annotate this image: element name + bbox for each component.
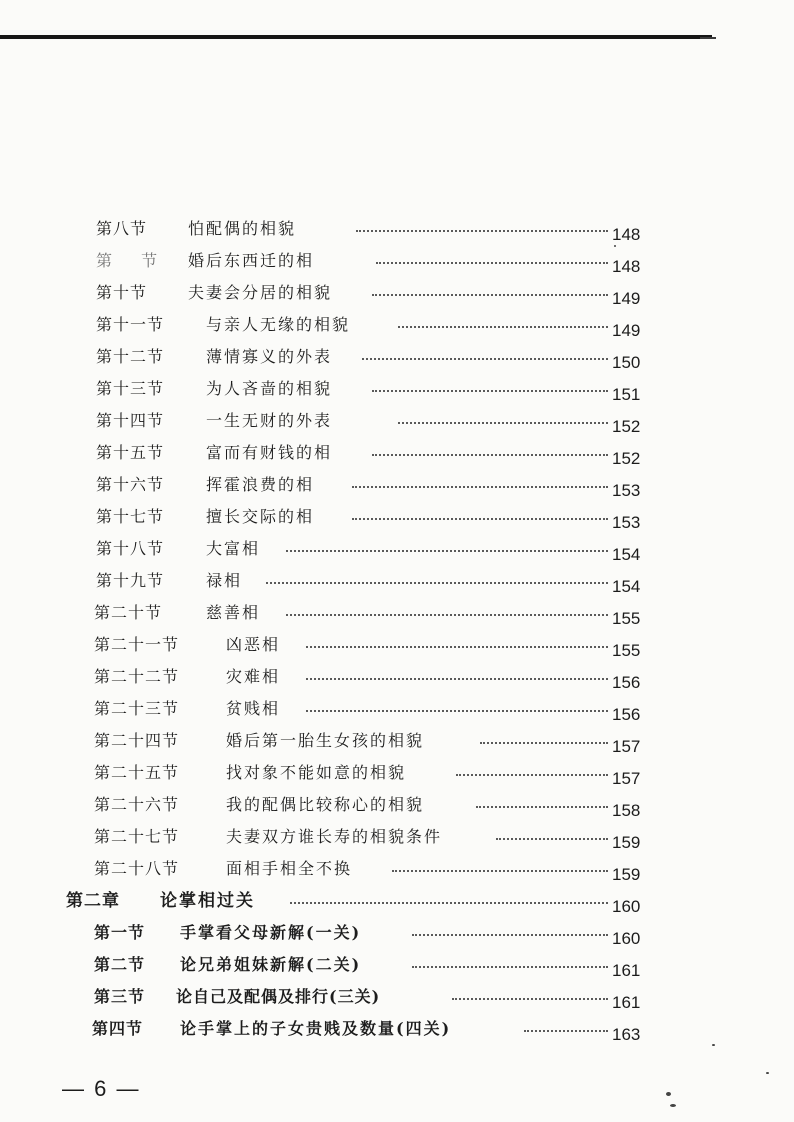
toc-section-label: 第四节 [92,1019,144,1038]
toc-page-number: 156 [612,673,641,692]
toc-section-label: 第二节 [94,955,146,974]
toc-entry [0,282,794,308]
toc-page-number: 157 [612,769,641,788]
toc-dot-leader [306,646,608,648]
toc-page-number: 152 [612,449,641,468]
toc-section-title: 慈善相 [206,603,261,622]
toc-page-number: 148 [612,225,641,244]
toc-dot-leader [456,774,608,776]
toc-dot-leader [524,1030,608,1032]
toc-section-title: 为人吝啬的相貌 [206,379,333,398]
toc-section-title: 找对象不能如意的相貌 [226,763,407,782]
toc-section-title: 薄情寡义的外表 [206,347,333,366]
toc-page-number: 153 [612,513,641,532]
toc-entry [0,474,794,500]
toc-dot-leader [392,870,608,872]
toc-page-number: 158 [612,801,641,820]
toc-entry [0,218,794,244]
toc-page-number: 150 [612,353,641,372]
toc-page-number: 159 [612,865,641,884]
toc-section-title: 挥霍浪费的相 [206,475,315,494]
toc-section-label: 第二十二节 [94,667,180,686]
toc-entry [0,634,794,660]
toc-page-number: 149 [612,289,641,308]
toc-entry [0,410,794,436]
toc-section-label: 第三节 [94,987,146,1006]
toc-section-label: 第十一节 [96,315,165,334]
toc-section-title: 我的配偶比较称心的相貌 [226,795,425,814]
toc-page-number: 160 [612,929,641,948]
toc-section-title: 面相手相全不换 [226,859,353,878]
toc-page-number: 155 [612,609,641,628]
toc-section-title: 怕配偶的相貌 [188,219,297,238]
toc-section-label: 第十五节 [96,443,165,462]
toc-dot-leader [398,422,608,424]
toc-dot-leader [306,678,608,680]
toc-dot-leader [398,326,608,328]
toc-section-title: 灾难相 [226,667,281,686]
toc-entry [0,314,794,340]
toc-section-title: 富而有财钱的相 [206,443,333,462]
toc-page-number: 154 [612,577,641,596]
toc-section-title: 贫贱相 [226,699,281,718]
toc-entry [0,1018,794,1044]
toc-section-label: 第二十八节 [94,859,180,878]
toc-dot-leader [352,486,608,488]
toc-section-title: 论兄弟姐妹新解(二关) [180,955,362,974]
toc-entry [0,954,794,980]
toc-section-label: 第二十六节 [94,795,180,814]
toc-section-title: 凶恶相 [226,635,281,654]
toc-dot-leader [480,742,608,744]
toc-section-label: 第十六节 [96,475,165,494]
toc-entry [0,538,794,564]
toc-page-number: 149 [612,321,641,340]
toc-dot-leader [362,358,608,360]
toc-section-label: 第二十四节 [94,731,180,750]
toc-dot-leader [286,614,608,616]
toc-entry [0,506,794,532]
toc-page-number: 163 [612,1025,641,1044]
toc-entry [0,762,794,788]
toc-page-number: 157 [612,737,641,756]
toc-page-number: 148 [612,257,641,276]
scan-speck [712,1044,715,1046]
toc-dot-leader [372,454,608,456]
toc-dot-leader [372,390,608,392]
toc-page-number: 161 [612,961,641,980]
toc-entry [0,730,794,756]
toc-section-label: 第二十三节 [94,699,180,718]
toc-entry [0,250,794,276]
scan-speck [614,245,616,247]
toc-section-label: 第二十七节 [94,827,180,846]
toc-entry [0,794,794,820]
toc-page-number: 160 [612,897,641,916]
toc-entry [0,570,794,596]
scan-speck [670,1104,676,1107]
toc-section-label: 第十七节 [96,507,165,526]
toc-dot-leader [306,710,608,712]
toc-page-number: 161 [612,993,641,1012]
toc-section-title: 手掌看父母新解(一关) [180,923,362,942]
toc-section-title: 一生无财的外表 [206,411,333,430]
toc-entry [0,666,794,692]
toc-section-label: 第一节 [94,923,146,942]
toc-dot-leader [412,934,608,936]
toc-section-label: 第二十一节 [94,635,180,654]
toc-page-number: 155 [612,641,641,660]
toc-dot-leader [376,262,608,264]
toc-dot-leader [476,806,608,808]
toc-page-number: 156 [612,705,641,724]
toc-dot-leader [356,230,608,232]
toc-section-label: 第十三节 [96,379,165,398]
toc-page-number: 159 [612,833,641,852]
page-number: — 6 — [62,1076,141,1101]
toc-dot-leader [290,902,608,904]
scan-speck [766,1072,769,1074]
toc-entry [0,826,794,852]
toc-section-label: 第二十五节 [94,763,180,782]
toc-section-label: 第十四节 [96,411,165,430]
toc-section-label: 第十九节 [96,571,165,590]
toc-section-title: 与亲人无缘的相貌 [206,315,351,334]
toc-dot-leader [286,550,608,552]
toc-chapter-title: 论掌相过关 [160,891,255,910]
toc-section-title: 夫妻会分居的相貌 [188,283,333,302]
toc-page-number: 151 [612,385,641,404]
toc-dot-leader [372,294,608,296]
toc-page-number: 154 [612,545,641,564]
toc-page-number: 152 [612,417,641,436]
toc-dot-leader [412,966,608,968]
toc-section-label: 第 节 [96,251,170,270]
toc-entry [0,442,794,468]
toc-section-label: 第十八节 [96,539,165,558]
toc-section-title: 论手掌上的子女贵贱及数量(四关) [180,1019,452,1038]
toc-entry [0,858,794,884]
toc-entry [0,378,794,404]
toc-section-label: 第二十节 [94,603,163,622]
toc-section-label: 第十二节 [96,347,165,366]
toc-section-title: 婚后东西迁的相 [188,251,315,270]
toc-section-title: 禄相 [206,571,243,590]
toc-entry [0,346,794,372]
toc-chapter-entry [0,890,794,916]
toc-chapter-label: 第二章 [66,891,120,910]
toc-section-title: 夫妻双方谁长寿的相貌条件 [226,827,443,846]
toc-section-title: 擅长交际的相 [206,507,315,526]
toc-page-number: 153 [612,481,641,500]
toc-entry [0,602,794,628]
toc-dot-leader [496,838,608,840]
toc-section-label: 第八节 [96,219,148,238]
scan-speck [666,1092,671,1096]
toc-section-title: 大富相 [206,539,261,558]
toc-section-title: 婚后第一胎生女孩的相貌 [226,731,425,750]
toc-section-label: 第十节 [96,283,148,302]
toc-entry [0,922,794,948]
toc-entry [0,698,794,724]
toc-dot-leader [352,518,608,520]
toc-dot-leader [452,998,608,1000]
toc-entry [0,986,794,1012]
toc-dot-leader [266,582,608,584]
toc-section-title: 论自己及配偶及排行(三关) [176,987,381,1006]
